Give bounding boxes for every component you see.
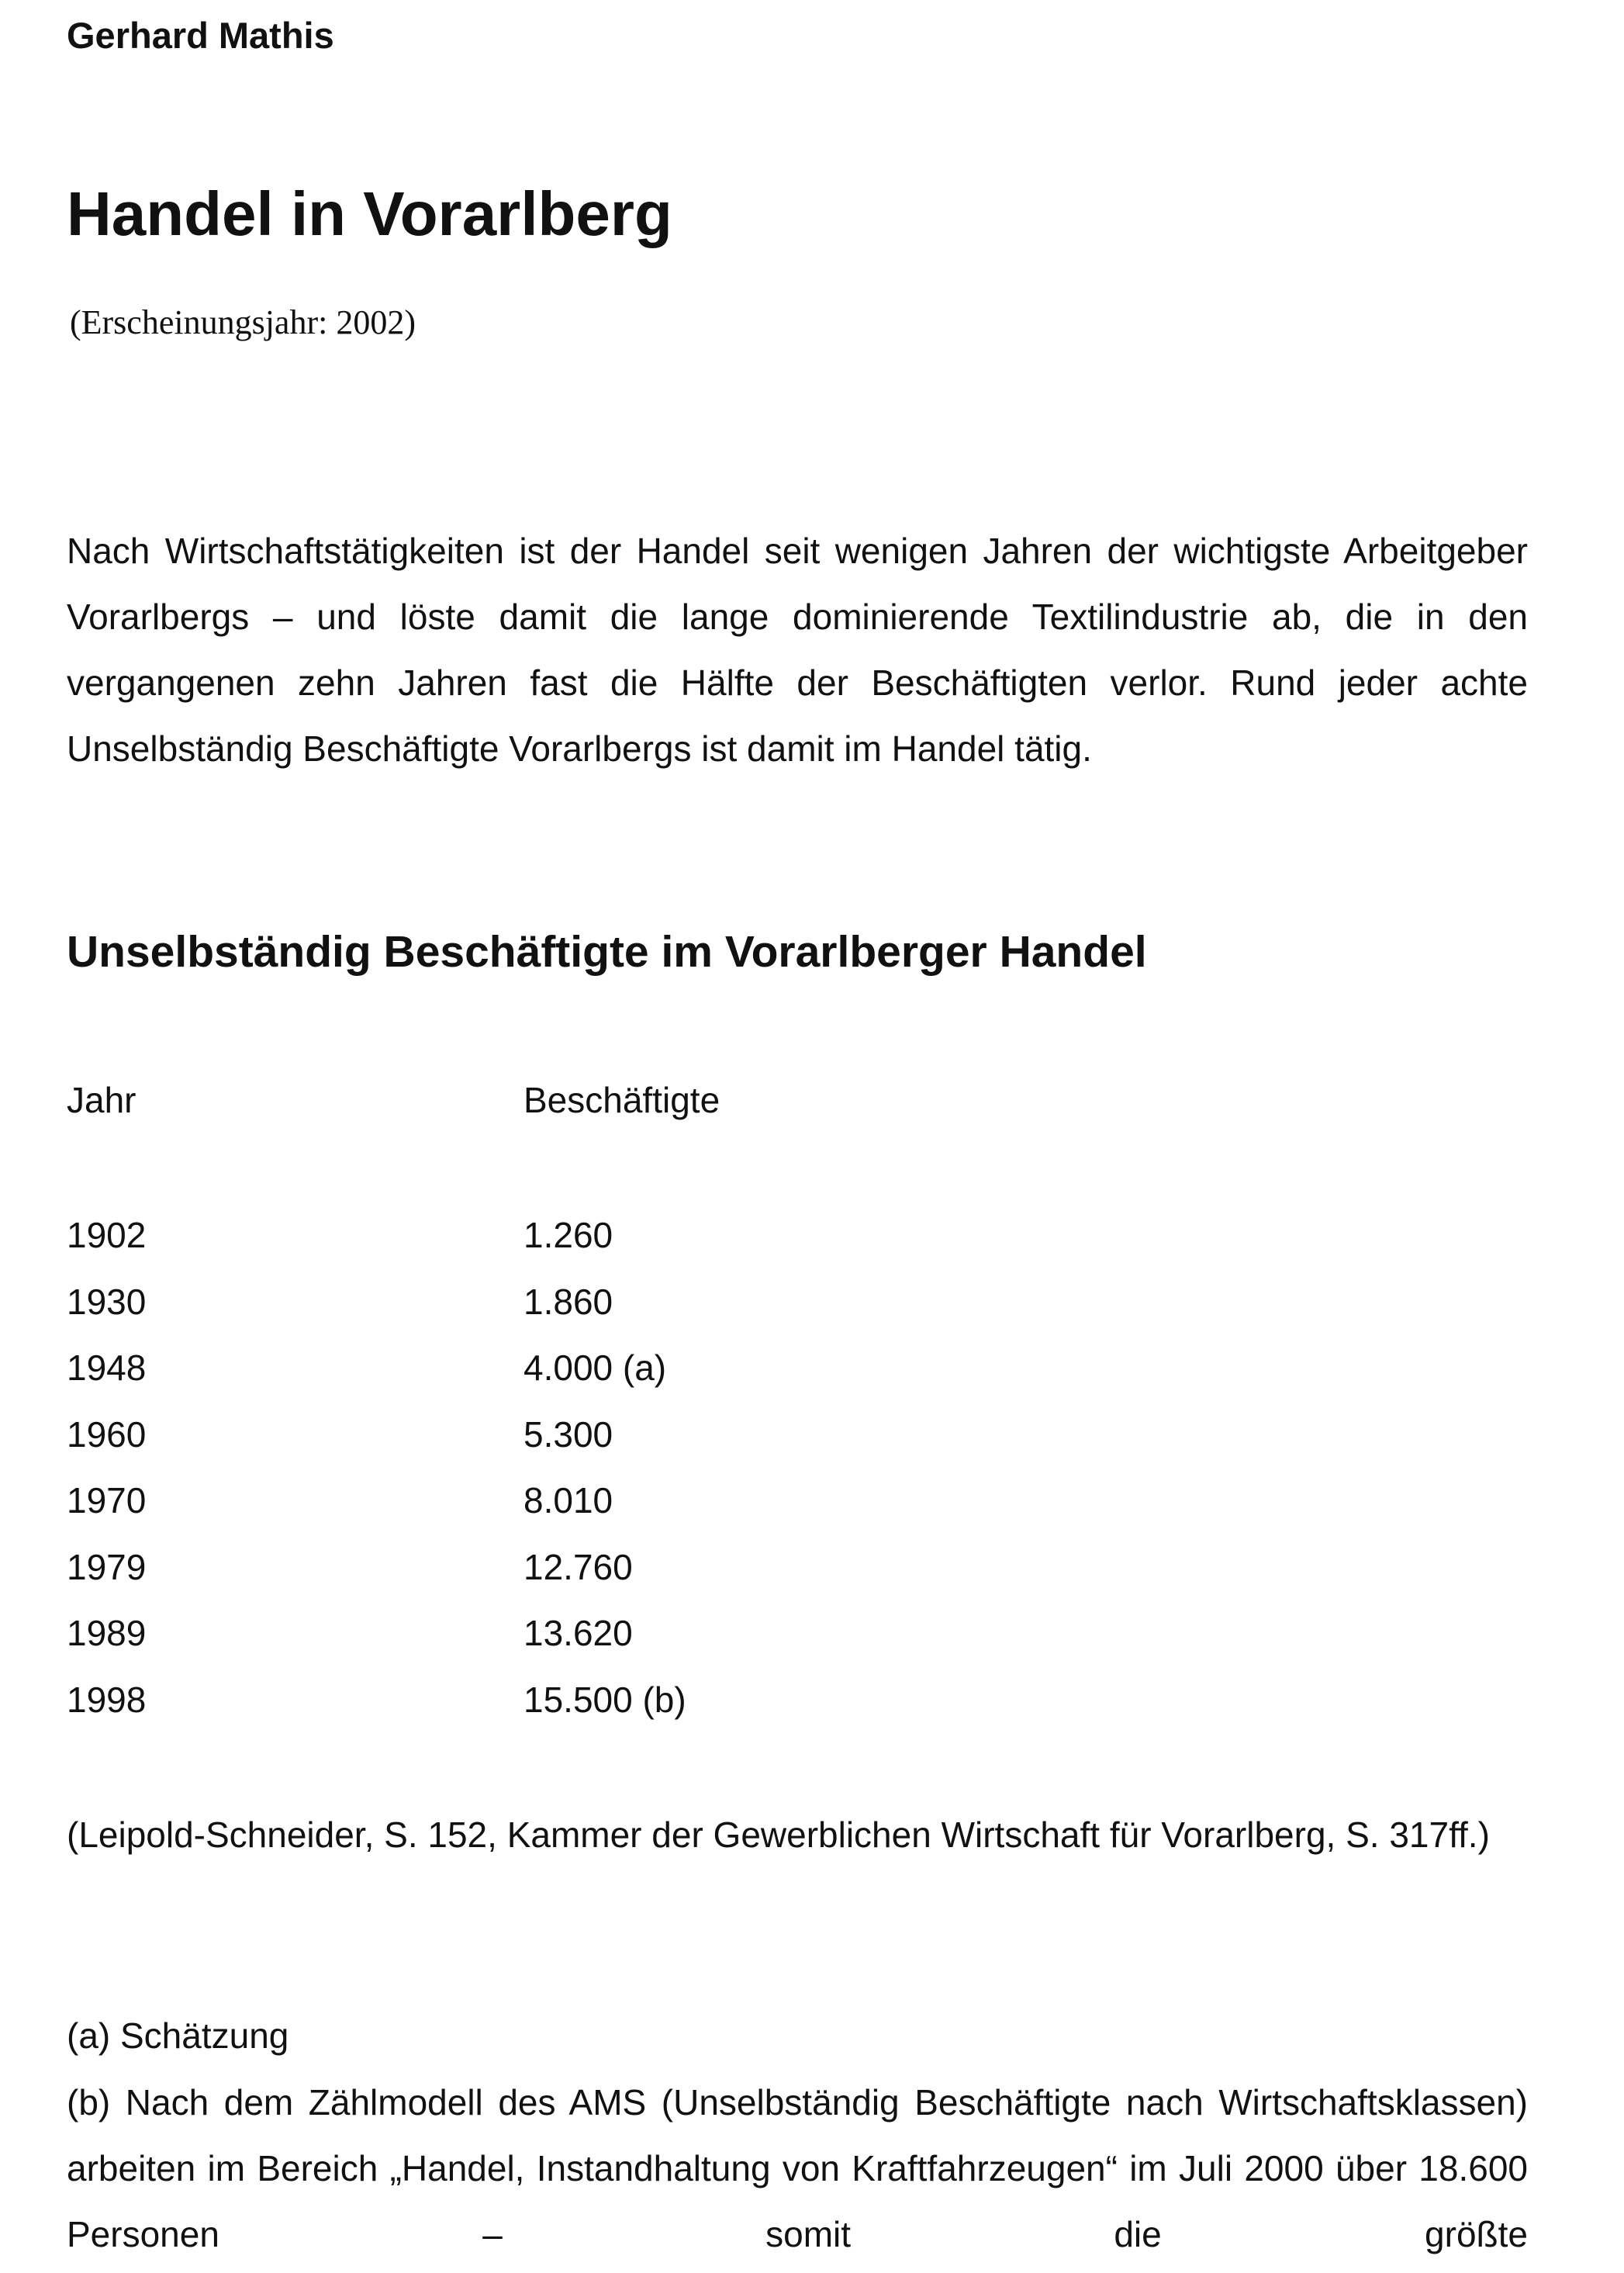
row-employees: 8.010 bbox=[523, 1480, 613, 1521]
author-name: Gerhard Mathis bbox=[67, 15, 334, 56]
footnote-a: (a) Schätzung bbox=[67, 2015, 289, 2056]
row-year: 1930 bbox=[67, 1281, 147, 1322]
footnote-b: (b) Nach dem Zählmodell des AMS (Unselbständig Beschäftigte nach Wirtschaftsklassen) arbeiten im Bereich „Handel, Instandhaltung von Kraftfahrzeugen“ im Juli 2000 über 18.600 Personen – somit die größte bbox=[67, 2082, 1528, 2254]
table-heading: Unselbständig Beschäftigte im Vorarlberger Handel bbox=[67, 927, 1147, 977]
row-employees: 13.620 bbox=[523, 1613, 633, 1653]
table-row bbox=[67, 1667, 842, 1734]
row-year: 1902 bbox=[67, 1215, 147, 1255]
table-row bbox=[67, 1600, 842, 1667]
row-year: 1979 bbox=[67, 1546, 147, 1587]
row-employees: 5.300 bbox=[523, 1413, 613, 1455]
employment-table bbox=[67, 1202, 842, 1733]
table-row bbox=[67, 1402, 842, 1469]
row-employees: 1.860 bbox=[523, 1281, 613, 1322]
table-row bbox=[67, 1468, 842, 1534]
table-row bbox=[67, 1202, 842, 1269]
row-year: 1989 bbox=[67, 1613, 147, 1653]
row-year: 1948 bbox=[67, 1348, 147, 1388]
table-row bbox=[67, 1534, 842, 1601]
row-employees: 12.760 bbox=[523, 1546, 633, 1587]
source-citation: (Leipold-Schneider, S. 152, Kammer der Gewerblichen Wirtschaft für Vorarlberg, S. 317ff.) bbox=[67, 1815, 1490, 1855]
row-year: 1998 bbox=[67, 1679, 147, 1720]
column-header-employees: Beschäftigte bbox=[523, 1080, 720, 1120]
table-row bbox=[67, 1335, 842, 1402]
row-employees: 1.260 bbox=[523, 1215, 613, 1255]
row-employees: 15.500 (b) bbox=[523, 1679, 686, 1720]
row-year: 1960 bbox=[67, 1413, 147, 1455]
table-row bbox=[67, 1269, 842, 1336]
intro-paragraph: Nach Wirtschaftstätigkeiten ist der Handel seit wenigen Jahren der wichtigste Arbeitgeber Vorarlbergs – und löste damit die lange dominierende Textilindustrie ab, die in den vergangenen zehn Jahren fast die Hälfte der Beschäftigten verlor. Rund jeder achte Unselbständig Beschäftigte Vorarlbergs ist damit im Handel tätig. bbox=[67, 531, 1528, 769]
publication-year: (Erscheinungsjahr: 2002) bbox=[70, 303, 416, 341]
row-employees: 4.000 (a) bbox=[523, 1348, 667, 1388]
document-title: Handel in Vorarlberg bbox=[67, 179, 672, 248]
row-year: 1970 bbox=[67, 1480, 147, 1521]
column-header-year: Jahr bbox=[67, 1080, 136, 1120]
